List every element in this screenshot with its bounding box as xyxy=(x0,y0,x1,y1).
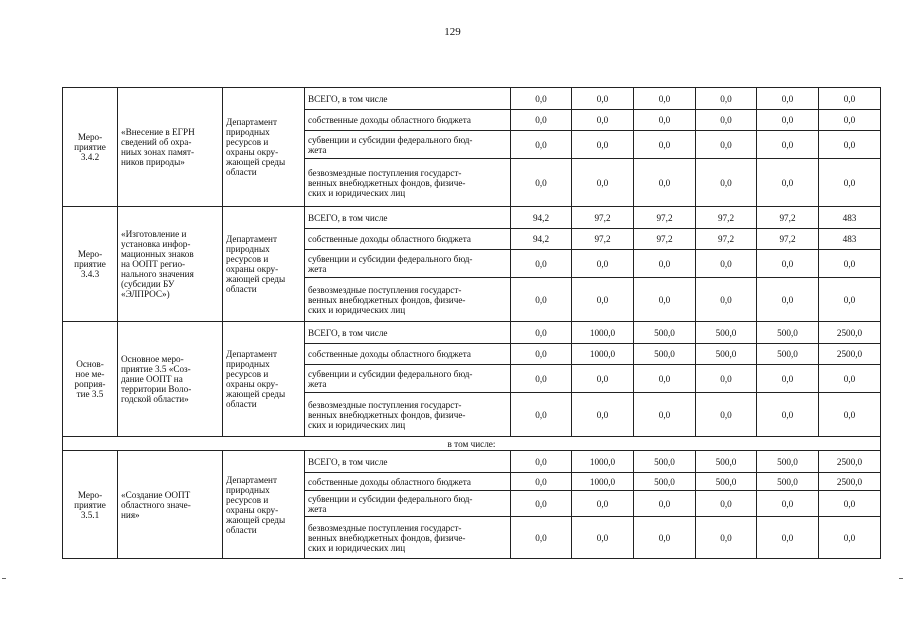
value-cell: 0,0 xyxy=(511,322,572,344)
value-cell: 0,0 xyxy=(511,278,572,322)
funding-source: собственные доходы областного бюджета xyxy=(305,344,511,365)
value-cell: 0,0 xyxy=(696,517,757,559)
value-cell: 0,0 xyxy=(819,491,881,517)
value-cell: 0,0 xyxy=(511,159,572,207)
value-cell: 500,0 xyxy=(634,473,696,491)
value-cell: 0,0 xyxy=(819,131,881,159)
value-cell: 0,0 xyxy=(696,250,757,278)
value-cell: 0,0 xyxy=(511,517,572,559)
measure-code: Меро- приятие 3.4.3 xyxy=(74,249,106,279)
measure-name: «Изготовление и установка инфор- мационных знаков на ООПТ регио- нального значения (субсидии БУ «ЭЛПРОС») xyxy=(121,229,194,299)
value-cell: 0,0 xyxy=(572,250,634,278)
value-cell: 0,0 xyxy=(819,159,881,207)
funding-source: безвозмездные поступления государст- венных внебюджетных фондов, физиче- ских и юридических лиц xyxy=(305,517,511,559)
funding-source: собственные доходы областного бюджета xyxy=(305,473,511,491)
value-cell: 97,2 xyxy=(696,229,757,250)
value-cell: 0,0 xyxy=(757,110,819,131)
budget-table xyxy=(62,87,881,559)
measure-code: Меро- приятие 3.4.2 xyxy=(74,132,106,162)
value-cell: 0,0 xyxy=(757,365,819,393)
value-cell: 500,0 xyxy=(634,344,696,365)
value-cell: 0,0 xyxy=(696,491,757,517)
value-cell: 0,0 xyxy=(819,88,881,110)
table-row xyxy=(63,437,881,451)
value-cell: 0,0 xyxy=(757,393,819,437)
value-cell: 0,0 xyxy=(757,88,819,110)
value-cell: 97,2 xyxy=(634,229,696,250)
value-cell: 500,0 xyxy=(696,451,757,473)
funding-source: ВСЕГО, в том числе xyxy=(305,322,511,344)
value-cell: 0,0 xyxy=(696,159,757,207)
value-cell: 0,0 xyxy=(757,278,819,322)
measure-code: Меро- приятие 3.5.1 xyxy=(74,489,106,520)
value-cell: 0,0 xyxy=(511,365,572,393)
funding-source: собственные доходы областного бюджета xyxy=(305,229,511,250)
value-cell: 0,0 xyxy=(572,278,634,322)
value-cell: 0,0 xyxy=(634,365,696,393)
value-cell: 0,0 xyxy=(634,88,696,110)
value-cell: 0,0 xyxy=(819,250,881,278)
value-cell: 500,0 xyxy=(696,473,757,491)
value-cell: 483 xyxy=(819,207,881,229)
value-cell: 483 xyxy=(819,229,881,250)
value-cell: 97,2 xyxy=(757,207,819,229)
funding-source: субвенции и субсидии федерального бюд- жета xyxy=(305,131,511,159)
funding-source: ВСЕГО, в том числе xyxy=(305,207,511,229)
funding-source: субвенции и субсидии федерального бюд- жета xyxy=(305,365,511,393)
value-cell: 500,0 xyxy=(634,322,696,344)
value-cell: 97,2 xyxy=(572,207,634,229)
value-cell: 0,0 xyxy=(634,517,696,559)
scan-mark-left xyxy=(2,578,6,579)
value-cell: 0,0 xyxy=(572,131,634,159)
value-cell: 0,0 xyxy=(511,393,572,437)
value-cell: 0,0 xyxy=(634,491,696,517)
funding-source: безвозмездные поступления государст- венных внебюджетных фондов, физиче- ских и юридических лиц xyxy=(305,278,511,322)
measure-code-cell xyxy=(63,322,118,437)
funding-source: собственные доходы областного бюджета xyxy=(305,110,511,131)
value-cell: 0,0 xyxy=(572,365,634,393)
value-cell: 0,0 xyxy=(819,110,881,131)
value-cell: 2500,0 xyxy=(819,451,881,473)
value-cell: 97,2 xyxy=(696,207,757,229)
executor-name: Департамент природных ресурсов и охраны окру- жающей среды области xyxy=(226,349,286,409)
subheader-including: в том числе: xyxy=(63,437,881,451)
value-cell: 500,0 xyxy=(757,473,819,491)
value-cell: 500,0 xyxy=(696,344,757,365)
value-cell: 0,0 xyxy=(757,517,819,559)
value-cell: 500,0 xyxy=(757,344,819,365)
table-row xyxy=(63,88,881,110)
value-cell: 0,0 xyxy=(511,451,572,473)
value-cell: 2500,0 xyxy=(819,473,881,491)
value-cell: 0,0 xyxy=(757,131,819,159)
measure-name: «Создание ООПТ областного значе- ния» xyxy=(121,489,191,520)
value-cell: 97,2 xyxy=(634,207,696,229)
value-cell: 0,0 xyxy=(511,88,572,110)
value-cell: 0,0 xyxy=(819,517,881,559)
executor-cell xyxy=(223,322,305,437)
table-row xyxy=(63,451,881,473)
measure-code-cell xyxy=(63,88,118,207)
value-cell: 0,0 xyxy=(511,344,572,365)
value-cell: 0,0 xyxy=(572,517,634,559)
value-cell: 2500,0 xyxy=(819,322,881,344)
executor-cell xyxy=(223,207,305,322)
executor-cell xyxy=(223,88,305,207)
funding-source: ВСЕГО, в том числе xyxy=(305,451,511,473)
value-cell: 0,0 xyxy=(696,365,757,393)
funding-source: субвенции и субсидии федерального бюд- жета xyxy=(305,250,511,278)
measure-code-cell xyxy=(63,207,118,322)
measure-name-cell xyxy=(118,88,223,207)
value-cell: 0,0 xyxy=(696,88,757,110)
value-cell: 0,0 xyxy=(572,110,634,131)
value-cell: 500,0 xyxy=(634,451,696,473)
value-cell: 0,0 xyxy=(696,131,757,159)
value-cell: 0,0 xyxy=(757,250,819,278)
value-cell: 0,0 xyxy=(572,491,634,517)
funding-source: безвозмездные поступления государст- венных внебюджетных фондов, физиче- ских и юридических лиц xyxy=(305,159,511,207)
value-cell: 0,0 xyxy=(572,88,634,110)
value-cell: 1000,0 xyxy=(572,322,634,344)
funding-source: безвозмездные поступления государст- венных внебюджетных фондов, физиче- ских и юридических лиц xyxy=(305,393,511,437)
value-cell: 0,0 xyxy=(634,110,696,131)
value-cell: 94,2 xyxy=(511,229,572,250)
value-cell: 500,0 xyxy=(757,322,819,344)
value-cell: 0,0 xyxy=(511,131,572,159)
value-cell: 1000,0 xyxy=(572,473,634,491)
value-cell: 0,0 xyxy=(634,250,696,278)
measure-name-cell xyxy=(118,322,223,437)
value-cell: 0,0 xyxy=(819,393,881,437)
measure-code-cell xyxy=(63,451,118,559)
value-cell: 0,0 xyxy=(634,159,696,207)
table-row xyxy=(63,207,881,229)
value-cell: 0,0 xyxy=(757,491,819,517)
value-cell: 0,0 xyxy=(511,491,572,517)
value-cell: 1000,0 xyxy=(572,451,634,473)
table-row xyxy=(63,322,881,344)
value-cell: 0,0 xyxy=(572,159,634,207)
measure-name-cell xyxy=(118,207,223,322)
value-cell: 0,0 xyxy=(511,473,572,491)
executor-name: Департамент природных ресурсов и охраны окру- жающей среды области xyxy=(226,117,286,177)
value-cell: 0,0 xyxy=(696,110,757,131)
funding-source: субвенции и субсидии федерального бюд- жета xyxy=(305,491,511,517)
value-cell: 0,0 xyxy=(634,131,696,159)
executor-name: Департамент природных ресурсов и охраны окру- жающей среды области xyxy=(226,234,286,294)
value-cell: 1000,0 xyxy=(572,344,634,365)
value-cell: 0,0 xyxy=(634,278,696,322)
value-cell: 0,0 xyxy=(634,393,696,437)
value-cell: 0,0 xyxy=(572,393,634,437)
value-cell: 0,0 xyxy=(819,278,881,322)
value-cell: 2500,0 xyxy=(819,344,881,365)
value-cell: 0,0 xyxy=(511,250,572,278)
value-cell: 0,0 xyxy=(696,393,757,437)
value-cell: 0,0 xyxy=(511,110,572,131)
funding-source: ВСЕГО, в том числе xyxy=(305,88,511,110)
measure-name-cell xyxy=(118,451,223,559)
scan-mark-right xyxy=(899,578,903,579)
value-cell: 500,0 xyxy=(696,322,757,344)
value-cell: 0,0 xyxy=(696,278,757,322)
value-cell: 97,2 xyxy=(572,229,634,250)
value-cell: 97,2 xyxy=(757,229,819,250)
executor-cell xyxy=(223,451,305,559)
executor-name: Департамент природных ресурсов и охраны окру- жающей среды области xyxy=(226,474,286,535)
value-cell: 0,0 xyxy=(819,365,881,393)
value-cell: 500,0 xyxy=(757,451,819,473)
measure-name: «Внесение в ЕГРН сведений об охра- ниых зонах памят- ников природы» xyxy=(121,127,195,167)
value-cell: 94,2 xyxy=(511,207,572,229)
measure-name: Основное меро- приятие 3.5 «Соз- дание ООПТ на территории Воло- годской области» xyxy=(121,354,192,404)
page-number: 129 xyxy=(444,26,461,38)
measure-code: Основ- ное ме- роприя- тие 3.5 xyxy=(74,359,106,399)
value-cell: 0,0 xyxy=(757,159,819,207)
